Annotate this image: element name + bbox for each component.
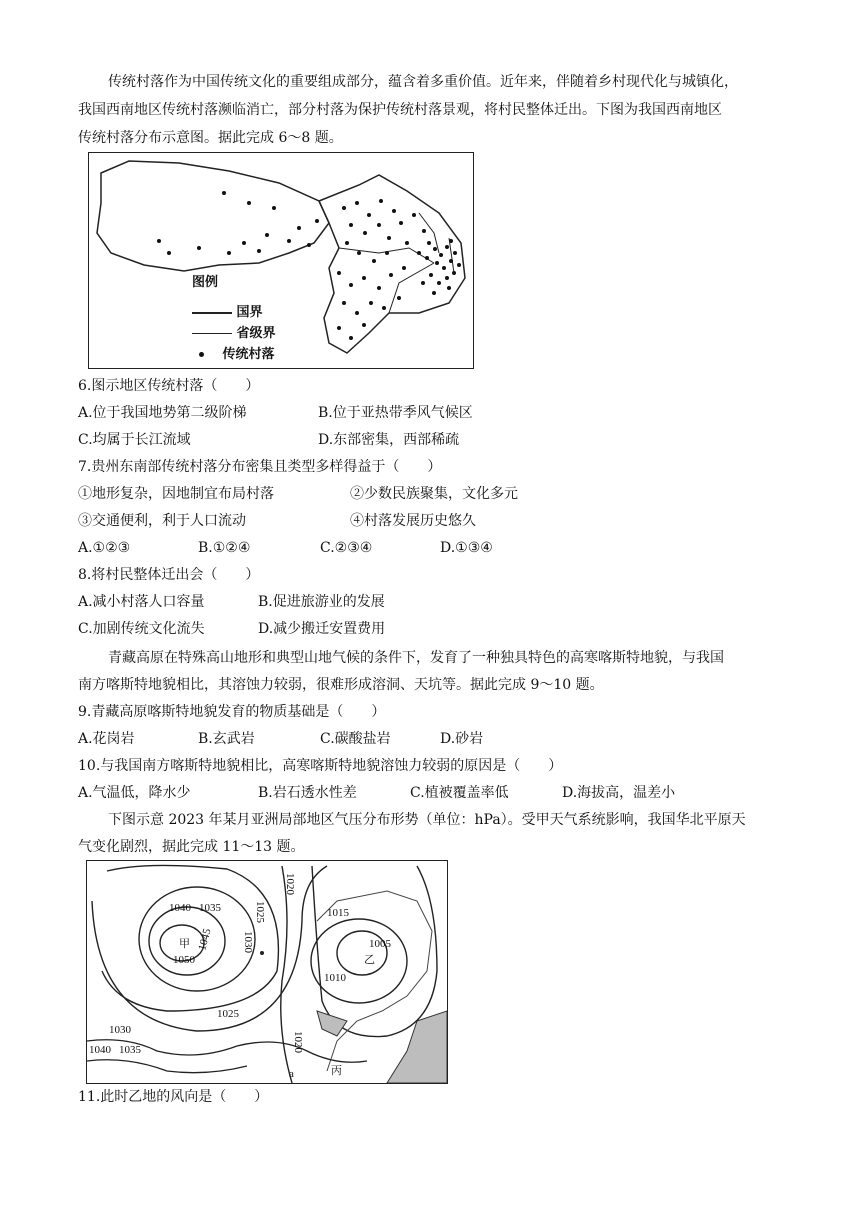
question-10-stem: 10.与我国南方喀斯特地貌相比，高寒喀斯特地貌溶蚀力较弱的原因是（ ） bbox=[78, 758, 563, 774]
intro-paragraph-line: 传统村落分布示意图。据此完成 6～8 题。 bbox=[78, 130, 343, 146]
isobar-label: 1020 bbox=[292, 1031, 304, 1053]
village-distribution-map bbox=[88, 152, 474, 369]
q8-option-a[interactable]: A.减小村落人口容量 bbox=[78, 594, 205, 610]
village-map-graphic bbox=[89, 153, 473, 368]
q6-option-c[interactable]: C.均属于长江流域 bbox=[78, 432, 191, 448]
intro-paragraph-line: 下图示意 2023 年某月亚洲局部地区气压分布形势（单位：hPa）。受甲天气系统影响，我国华北平原天 bbox=[108, 812, 746, 828]
isobar-label: 1005 bbox=[369, 938, 391, 950]
isobar-label: 1045 bbox=[196, 927, 214, 952]
isobar-label: 1035 bbox=[119, 1044, 141, 1056]
isobar-graphic bbox=[87, 861, 447, 1083]
q8-option-c[interactable]: C.加剧传统文化流失 bbox=[78, 621, 205, 637]
q7-statement-4: ④村落发展历史悠久 bbox=[350, 513, 476, 529]
pressure-center-yi: 乙 bbox=[364, 954, 375, 966]
question-9-stem: 9.青藏高原喀斯特地貌发育的物质基础是（ ） bbox=[78, 704, 386, 720]
isobar-label: 1030 bbox=[242, 931, 254, 953]
intro-paragraph-line: 气变化剧烈，据此完成 11～13 题。 bbox=[78, 839, 305, 855]
q7-option-d[interactable]: D.①③④ bbox=[440, 540, 493, 556]
q10-option-c[interactable]: C.植被覆盖率低 bbox=[410, 785, 509, 801]
question-8-stem: 8.将村民整体迁出会（ ） bbox=[78, 567, 260, 583]
q7-statement-1: ①地形复杂，因地制宜布局村落 bbox=[78, 486, 274, 502]
isobar-label: 1050 bbox=[173, 954, 195, 966]
q7-option-c[interactable]: C.②③④ bbox=[320, 540, 373, 556]
q9-option-c[interactable]: C.碳酸盐岩 bbox=[320, 731, 391, 747]
q7-statement-3: ③交通便利，利于人口流动 bbox=[78, 513, 246, 529]
isobar-label: 1040 bbox=[89, 1044, 111, 1056]
legend-village: 传统村落 bbox=[199, 343, 275, 362]
q10-option-b[interactable]: B.岩石透水性差 bbox=[258, 785, 357, 801]
point-label-bing: 丙 bbox=[331, 1065, 342, 1077]
intro-paragraph-line: 传统村落作为中国传统文化的重要组成部分，蕴含着多重价值。近年来，伴随着乡村现代化与城镇化， bbox=[108, 74, 738, 90]
q10-option-a[interactable]: A.气温低，降水少 bbox=[78, 785, 191, 801]
q10-option-d[interactable]: D.海拔高，温差小 bbox=[562, 785, 676, 801]
q8-option-b[interactable]: B.促进旅游业的发展 bbox=[258, 594, 385, 610]
isobar-label: 1035 bbox=[199, 902, 221, 914]
legend-province-border: 省级界 bbox=[192, 322, 276, 341]
legend-country-border: 国界 bbox=[192, 301, 263, 320]
q9-option-a[interactable]: A.花岗岩 bbox=[78, 731, 135, 747]
question-6-stem: 6.图示地区传统村落（ ） bbox=[78, 378, 260, 394]
q7-option-a[interactable]: A.①②③ bbox=[78, 540, 131, 556]
intro-paragraph-line: 南方喀斯特地貌相比，其溶蚀力较弱，很难形成溶洞、天坑等。据此完成 9～10 题。 bbox=[78, 677, 604, 693]
q7-statement-2: ②少数民族聚集，文化多元 bbox=[350, 486, 518, 502]
q6-option-a[interactable]: A.位于我国地势第二级阶梯 bbox=[78, 405, 247, 421]
q9-option-d[interactable]: D.砂岩 bbox=[440, 731, 484, 747]
isobar-label: 1025 bbox=[217, 1008, 239, 1020]
q8-option-d[interactable]: D.减少搬迁安置费用 bbox=[258, 621, 386, 637]
pressure-map bbox=[86, 860, 448, 1084]
legend-title: 图例 bbox=[192, 275, 219, 290]
intro-paragraph-line: 我国西南地区传统村落濒临消亡，部分村落为保护传统村落景观，将村民整体迁出。下图为我国西南地区 bbox=[78, 102, 722, 118]
isobar-label: 1020 bbox=[284, 873, 296, 895]
intro-paragraph-line: 青藏高原在特殊高山地形和典型山地气候的条件下，发育了一种独具特色的高寒喀斯特地貌，与我国 bbox=[108, 650, 724, 666]
isobar-label: 1025 bbox=[254, 901, 266, 923]
q7-option-b[interactable]: B.①②④ bbox=[198, 540, 251, 556]
q6-option-d[interactable]: D.东部密集，西部稀疏 bbox=[318, 432, 460, 448]
isobar-label: 1015 bbox=[327, 907, 349, 919]
isobar-label: 1040 bbox=[169, 902, 191, 914]
question-11-stem: 11.此时乙地的风向是（ ） bbox=[78, 1089, 269, 1105]
question-7-stem: 7.贵州东南部传统村落分布密集且类型多样得益于（ ） bbox=[78, 459, 442, 475]
isobar-label: 1030 bbox=[109, 1024, 131, 1036]
isobar-label: 1010 bbox=[324, 972, 346, 984]
pressure-center-jia: 甲 bbox=[179, 938, 190, 950]
q9-option-b[interactable]: B.玄武岩 bbox=[198, 731, 255, 747]
point-label-a: a bbox=[289, 1068, 294, 1080]
q6-option-b[interactable]: B.位于亚热带季风气候区 bbox=[318, 405, 473, 421]
